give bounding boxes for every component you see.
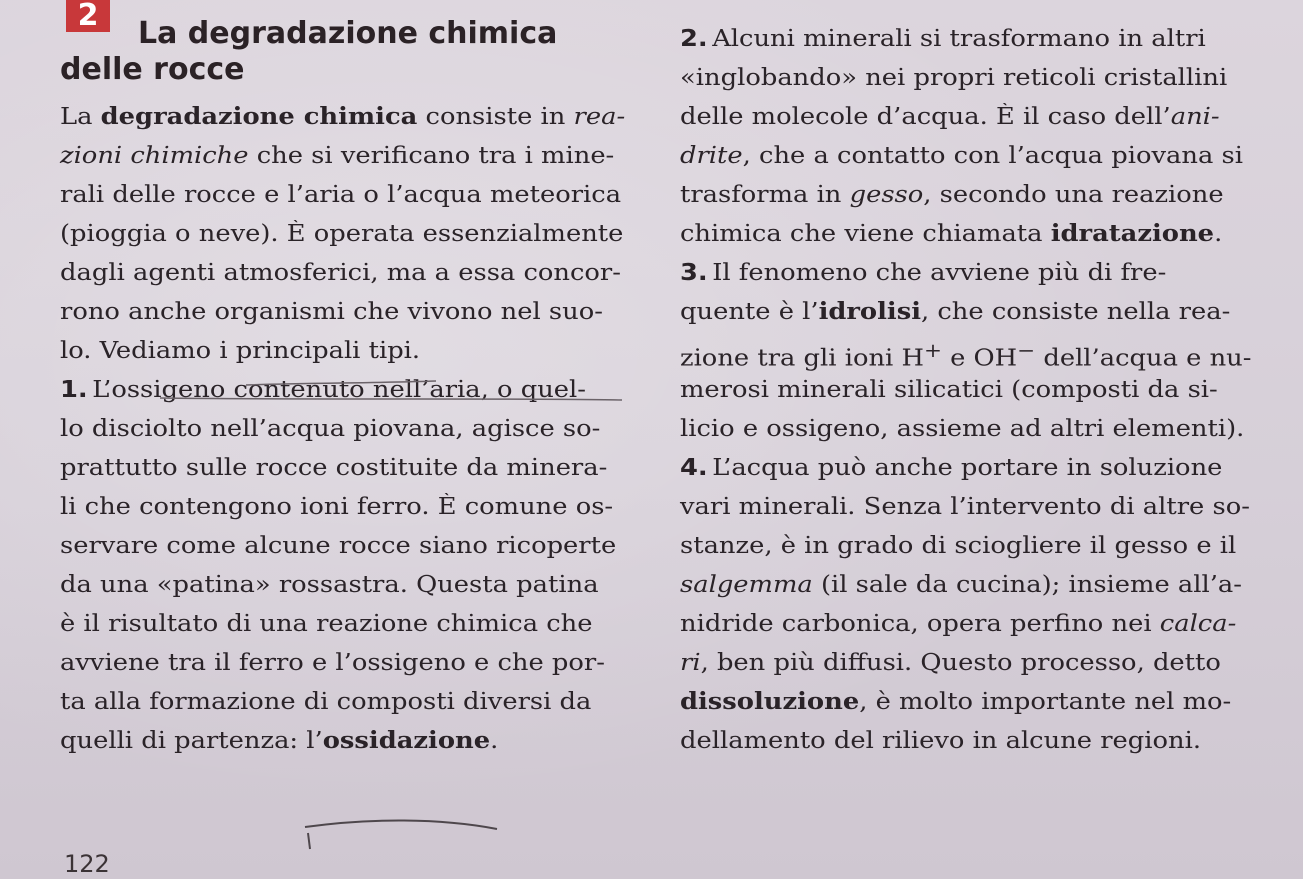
left-line: zioni chimiche che si verificano tra i mine- <box>60 143 615 169</box>
left-line: quelli di partenza: l’ossidazione. <box>60 727 499 754</box>
section-title-line-1: La degradazione chimica <box>138 16 558 51</box>
right-line: stanze, è in grado di sciogliere il gesso e il <box>680 533 1237 559</box>
left-line: lo. Vediamo i principali tipi. <box>60 338 421 364</box>
right-line: trasforma in gesso, secondo una reazione <box>680 182 1224 208</box>
left-line: prattutto sulle rocce costituite da minera- <box>60 455 608 481</box>
right-line: zione tra gli ioni H+ e OH− dell’acqua e nu- <box>680 339 1252 372</box>
right-line: vari minerali. Senza l’intervento di altre so- <box>680 494 1250 520</box>
list-item-4-start: 4. L’acqua può anche portare in soluzione <box>680 455 1223 481</box>
right-line: dissoluzione, è molto importante nel mo- <box>680 688 1232 715</box>
right-line: chimica che viene chiamata idratazione. <box>680 220 1223 247</box>
right-line: ri, ben più diffusi. Questo processo, detto <box>680 650 1221 676</box>
left-line: è il risultato di una reazione chimica che <box>60 611 593 637</box>
left-line: rali delle rocce e l’aria o l’acqua meteorica <box>60 182 622 208</box>
page-number: 122 <box>64 850 110 878</box>
pencil-tick-mark <box>308 833 310 849</box>
right-line: merosi minerali silicatici (composti da si- <box>680 377 1218 403</box>
list-item-1-start: 1. L’ossigeno contenuto nell’aria, o quel- <box>60 377 586 403</box>
left-line: da una «patina» rossastra. Questa patina <box>60 572 599 598</box>
list-item-2-start: 2. Alcuni minerali si trasformano in altri <box>680 26 1206 52</box>
section-number-badge: 2 <box>66 0 110 32</box>
right-line: quente è l’idrolisi, che consiste nella rea- <box>680 298 1231 325</box>
list-item-3-start: 3. Il fenomeno che avviene più di fre- <box>680 260 1167 286</box>
right-line: delle molecole d’acqua. È il caso dell’ani- <box>680 104 1220 130</box>
left-line: rono anche organismi che vivono nel suo- <box>60 299 603 325</box>
right-line: dellamento del rilievo in alcune regioni. <box>680 728 1202 754</box>
section-title-line-2: delle rocce <box>60 52 245 87</box>
left-line: dagli agenti atmosferici, ma a essa concor- <box>60 260 621 286</box>
right-line: salgemma (il sale da cucina); insieme all’a- <box>680 572 1242 598</box>
left-line: La degradazione chimica consiste in rea- <box>60 103 626 130</box>
left-line: (pioggia o neve). È operata essenzialmente <box>60 221 624 247</box>
left-line: ta alla formazione di composti diversi da <box>60 689 592 715</box>
right-line: «inglobando» nei propri reticoli cristallini <box>680 65 1228 91</box>
left-line: li che contengono ioni ferro. È comune os- <box>60 494 614 520</box>
right-line: nidride carbonica, opera perfino nei calca- <box>680 611 1237 637</box>
right-line: licio e ossigeno, assieme ad altri elementi). <box>680 416 1245 442</box>
pencil-bracket-ossidazione <box>305 820 497 829</box>
left-line: servare come alcune rocce siano ricoperte <box>60 533 617 559</box>
left-line: avviene tra il ferro e l’ossigeno e che por- <box>60 650 605 676</box>
left-line: lo disciolto nell’acqua piovana, agisce so- <box>60 416 601 442</box>
right-line: drite, che a contatto con l’acqua piovana si <box>680 143 1243 169</box>
